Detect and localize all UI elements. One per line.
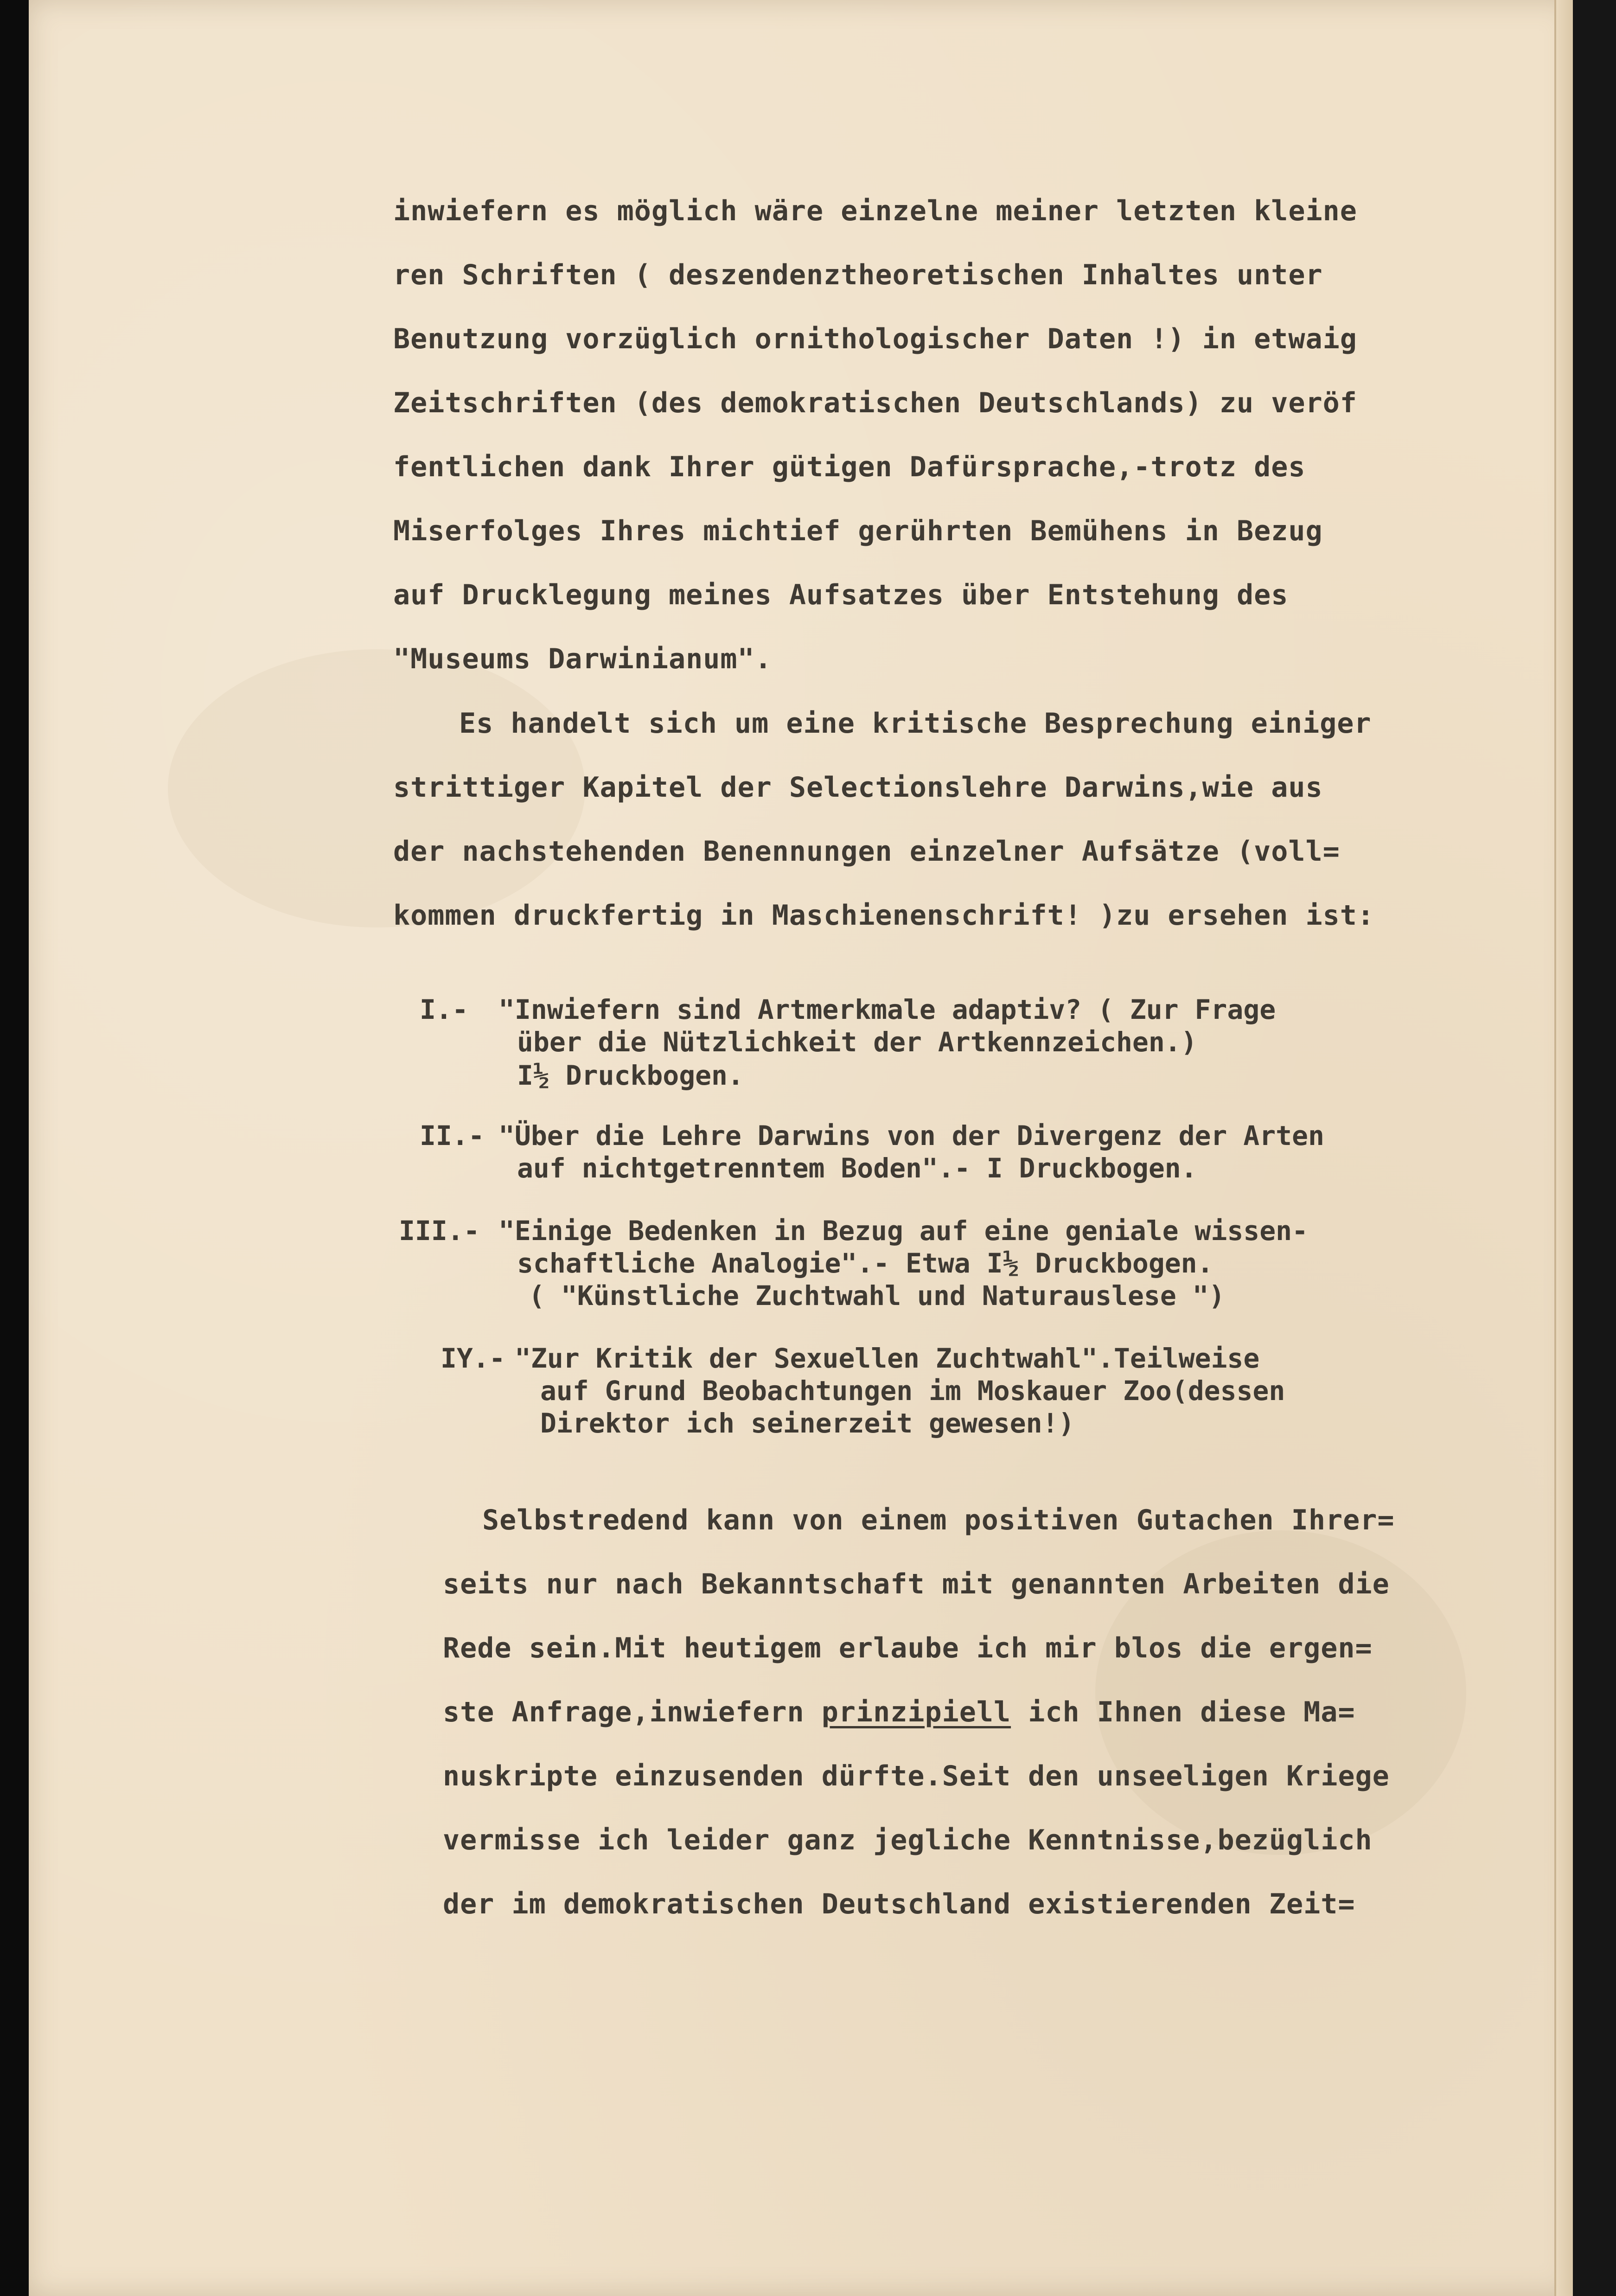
list-item-number: II.-	[420, 1120, 485, 1151]
paragraph-1-line: "Museums Darwinianum".	[393, 643, 772, 675]
paragraph-1-line: Benutzung vorzüglich ornithologischer Daten !) in etwaig	[393, 323, 1357, 355]
paragraph-3-text: ich Ihnen diese Ma=	[1011, 1696, 1355, 1728]
paragraph-3-line: Selbstredend kann von einem positiven Gutachen Ihrer=	[482, 1504, 1395, 1536]
paragraph-3-line	[443, 1698, 1355, 1726]
paragraph-2-line: Es handelt sich um eine kritische Besprechung einiger	[459, 707, 1372, 740]
paragraph-1-line: ren Schriften ( deszendenztheoretischen Inhaltes unter	[393, 259, 1323, 291]
list-item-line: schaftliche Analogie".- Etwa I½ Druckbogen.	[517, 1247, 1214, 1279]
list-item-line: "Einige Bedenken in Bezug auf eine geniale wissen-	[498, 1215, 1308, 1247]
paragraph-1-line: auf Drucklegung meines Aufsatzes über Entstehung des	[393, 579, 1289, 611]
paragraph-3-line: nuskripte einzusenden dürfte.Seit den unseeligen Kriege	[443, 1760, 1390, 1792]
paragraph-3-line: der im demokratischen Deutschland existierenden Zeit=	[443, 1888, 1355, 1920]
list-item-line: "Über die Lehre Darwins von der Divergenz der Arten	[498, 1120, 1324, 1151]
list-item-number: IY.-	[441, 1343, 505, 1374]
list-item-line: über die Nützlichkeit der Artkennzeichen.)	[517, 1026, 1197, 1058]
paragraph-1-line: Miserfolges Ihres michtief gerührten Bemühens in Bezug	[393, 515, 1323, 547]
paragraph-2-line: kommen druckfertig in Maschienenschrift! )zu ersehen ist:	[393, 899, 1375, 932]
list-item-line: ( "Künstliche Zuchtwahl und Naturauslese ")	[529, 1280, 1225, 1311]
paragraph-2-line: strittiger Kapitel der Selectionslehre Darwins,wie aus	[393, 771, 1323, 804]
paragraph-3-line: Rede sein.Mit heutigem erlaube ich mir blos die ergen=	[443, 1632, 1373, 1664]
paragraph-3-line: vermisse ich leider ganz jegliche Kenntnisse,bezüglich	[443, 1824, 1373, 1856]
list-item-line: I½ Druckbogen.	[517, 1060, 744, 1091]
list-item-line: Direktor ich seinerzeit gewesen!)	[540, 1407, 1075, 1439]
paragraph-1-line: inwiefern es möglich wäre einzelne meiner letzten kleine	[393, 195, 1357, 227]
list-item-number: III.-	[399, 1215, 480, 1247]
paragraph-1-line: fentlichen dank Ihrer gütigen Dafürsprache,-trotz des	[393, 451, 1306, 483]
underlined-word: prinzipiell	[821, 1696, 1011, 1728]
list-item-line: auf nichtgetrenntem Boden".- I Druckbogen.	[517, 1152, 1197, 1184]
paragraph-3-line: seits nur nach Bekanntschaft mit genannten Arbeiten die	[443, 1568, 1390, 1600]
paragraph-2-line: der nachstehenden Benennungen einzelner Aufsätze (voll=	[393, 835, 1340, 868]
list-item-number: I.-	[420, 994, 468, 1025]
list-item-line: auf Grund Beobachtungen im Moskauer Zoo(dessen	[540, 1375, 1285, 1407]
paragraph-3-text: ste Anfrage,inwiefern	[443, 1696, 822, 1728]
list-item-line: "Zur Kritik der Sexuellen Zuchtwahl".Teilweise	[515, 1343, 1260, 1374]
paragraph-1-line: Zeitschriften (des demokratischen Deutschlands) zu veröf	[393, 387, 1357, 419]
list-item-line: "Inwiefern sind Artmerkmale adaptiv? ( Zur Frage	[498, 994, 1276, 1025]
